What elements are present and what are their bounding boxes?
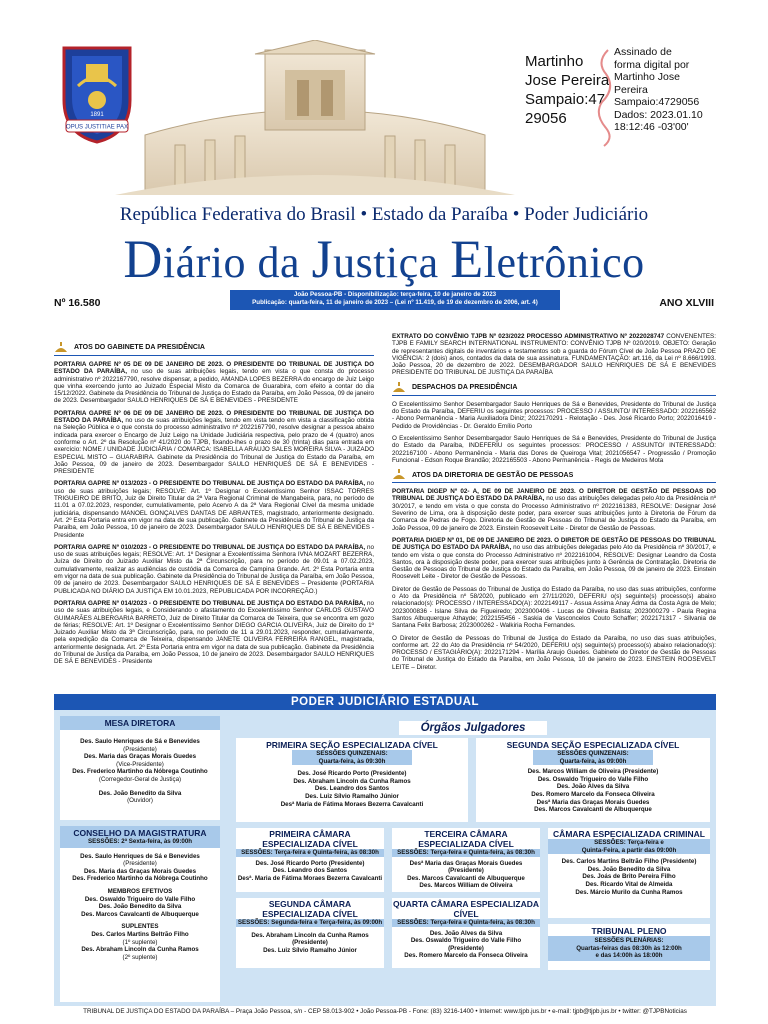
page-footer: TRIBUNAL DE JUSTIÇA DO ESTADO DA PARAÍBA – Praça João Pessoa, s/n - CEP 58.013-902 • João Pessoa-PB - Fone: (83) 3216-1400 • Internet: www.tjpb.jus.br • e-mail: tjpb@tjpb.jus.br • twitter: @TJPBNoticias — [83, 1008, 687, 1015]
paragraph-lead: EXTRATO DO CONVÊNIO TJPB Nº 023/2022 PROCESSO ADMINISTRATIVO Nº 2022028747 — [392, 333, 665, 340]
portaria-paragraph — [392, 488, 716, 532]
member-role: (Presidente) — [123, 745, 157, 753]
portaria-paragraph — [54, 480, 374, 538]
quarta-camara-box — [392, 898, 540, 968]
paragraph-text: no uso de suas atribuições legais; RESOLVE: Art. 1º Designar a Excelentíssima Senhora IVNA MOZART BEZERRA, Juíza de Direito do Juizado Auxiliar Misto da 2ª Circunscrição, para no período de 09.01 a 07.02.2023, cumulativamente, realizar as audiências de custódia da Comarca de Campina Grande. Art. 2º Esta Portaria entra em vigor na data de sua publicação. Gabinete da Presidência do Tribunal de Justiça da Paraíba, em João Pessoa, 09 de janeiro de 2023. Desembargador SAULO HENRIQUES DE SÁ E BENEVIDES – Presidente (PORTARIA PUBLICADA NO DIÁRIO DA JUSTIÇA EM 10.01.2023, REPUBLICADA POR INCORREÇÃO.) — [54, 543, 374, 595]
paragraph-lead: PORTARIA DIGEP Nº 02- A, DE 09 DE JANEIRO DE 2023. O DIRETOR DE GESTÃO DE PESSOAS DO TRIBUNAL DE JUSTIÇA DO ESTADO DA PARAÍBA, — [392, 488, 716, 503]
signature-line: forma digital por — [614, 58, 690, 71]
member-name: Desª Maria de Fátima Moraes Bezerra Cavalcanti — [280, 800, 424, 808]
orgaos-title: Órgãos Julgadores — [399, 721, 548, 735]
box-title: PRIMEIRA SEÇÃO ESPECIALIZADA CÍVEL — [266, 740, 438, 750]
member-name: Des. Marcos Cavalcanti de Albuquerque — [81, 910, 199, 918]
member-name: Des. Leandro dos Santos — [314, 785, 390, 793]
portaria-paragraph — [54, 600, 374, 666]
member-name: Des. João Benedito da Silva — [98, 903, 182, 911]
member-name: Des. Oswaldo Trigueiro do Valle Filho — [537, 775, 649, 783]
masthead — [0, 0, 768, 200]
paragraph-lead: PORTARIA GAPRE Nº 014/2023 - O PRESIDENTE DO TRIBUNAL DE JUSTIÇA DO ESTADO DA PARAÍBA, — [54, 599, 366, 607]
member-name: Des. Leandro dos Santos — [272, 867, 348, 875]
publisher-subtitle: República Federativa do Brasil • Estado da Paraíba • Poder Judiciário — [119, 204, 649, 225]
session-info: Quartas-feiras das 08:30h às 12:00h — [576, 944, 682, 952]
section-title: DESPACHOS DA PRESIDÊNCIA — [412, 384, 518, 392]
member-name: Desª Maria das Graças Morais Guedes — [536, 798, 650, 806]
right-column — [392, 333, 716, 676]
session-info: Quarta-feira, às 09:30h — [318, 757, 386, 765]
member-name: Des. José Ricardo Porto (Presidente) — [297, 770, 407, 778]
paragraph-text: no uso de suas atribuições legais, tendo em vista o que consta do processo administrativo nº 2022167790, resolve dispensar, a pedido, AMANDA LOPES BEZERRA do encargo de Juiz Leigo que vinha exercendo junto ao Juizado Especial Misto da Comarca de Guarabira, com efeito a contar do dia 15/12/2022. Gabinete da Presidência do Tribunal de Justiça do Estado da Paraíba, em João Pessoa, 09 de janeiro de 2023. Desembargador SAULO HENRIQUES DE SÁ E BENEVIDES - PRESIDENTE — [54, 368, 374, 405]
session-info: SESSÕES: Segunda-feira e Terça-feira, às 09:00h — [237, 919, 383, 926]
portaria-paragraph — [392, 537, 716, 581]
signature-line: Dados: 2023.01.10 — [614, 108, 703, 121]
session-label: SESSÕES PLENÁRIAS: — [594, 937, 664, 944]
member-role: (Presidente) — [292, 939, 328, 947]
session-label: SESSÕES: Terça-feira e — [594, 839, 664, 846]
member-name: Des. Carlos Martins Beltrão Filho (Presidente) — [561, 858, 697, 866]
paragraph-text: CONVENENTES: TJPB E FAMILY SEARCH INTERNATIONAL INSTRUMENTO: CONVÊNIO TJPB Nº 020/2019. OBJETO: Geração de representantes digitais de inventários e testamentos sob a guarda do Fórum Cível de João Pessoa PRAZO DE VIGÊNCIA: 2 (dois) anos, contados da data de sua assinatura. FUNDAMENTAÇÃO: art.116, da Lei nº 8.666/1993. João Pessoa, 20 de dezembro de 2022. DESEMBARGADOR SAULO HENRIQUES DE SÁ E BENEVIDES PRESIDENTE DO TRIBUNAL DE JUSTIÇA DA PARAÍBA — [392, 333, 716, 377]
member-name: Des. Saulo Henriques de Sá e Benevides — [80, 738, 200, 745]
member-name: Des. Oswaldo Trigueiro do Valle Filho — [410, 937, 522, 945]
subgroup-label: SUPLENTES — [121, 923, 159, 931]
member-name: Des. Carlos Martins Beltrão Filho — [91, 930, 189, 938]
signer-name-line: Martinho — [525, 53, 584, 70]
crest-year: 1891 — [90, 112, 104, 118]
paragraph-lead: PORTARIA DIGEP Nº 01, DE 09 DE JANEIRO DE 2023. O DIRETOR DE GESTÃO DE PESSOAS DO TRIBUNAL DE JUSTIÇA DO ESTADO DA PARAÍBA, — [392, 536, 716, 552]
member-name: Des. Romero Marcelo da Fonseca Oliveira — [404, 952, 528, 960]
convenio-extract — [392, 333, 716, 377]
publication-line: Publicação: quarta-feira, 11 de janeiro de 2023 – (Lei nº 11.419, de 19 de dezembro de 2006, art. 4) — [252, 299, 538, 306]
member-name: Des. Marcos Cavalcanti de Albuquerque — [534, 806, 652, 814]
despacho-paragraph: O Excelentíssimo Senhor Desembargador Saulo Henriques de Sá e Benevides, Presidente do Tribunal de Justiça do Estado da Paraíba, DEFERIU os seguintes processos: PROCESSO / ASSUNTO/ INTERESSADO: 2022165562 - Abono Permanência - Maria Auxiliadora Diniz; 2022170291 - Relotação - Des. José Ricardo Porto; 2022016419 - Pedido de Providências - Dr. Geraldo Emílio Porto — [392, 400, 716, 430]
member-name: Des. Ricardo Vital de Almeida — [585, 880, 673, 888]
member-role: (Ouvidor) — [127, 797, 153, 805]
portaria-paragraph — [392, 635, 716, 671]
member-name: Des. Joás de Brito Pereira Filho — [582, 873, 676, 881]
member-name: Des. Marcos Cavalcanti de Albuquerque — [407, 874, 525, 882]
paragraph-lead: PORTARIA GAPRE Nº 013/2023 - O PRESIDENTE DO TRIBUNAL DE JUSTIÇA DO ESTADO DA PARAÍBA, — [54, 480, 366, 488]
paragraph-text: O Diretor de Gestão de Pessoas do Tribunal de Justiça do Estado da Paraíba, no uso das suas atribuições, conforme art. 22 do Ato da Presidência nº 54/2020, DEFERIU o(s) seguinte(s) processo(s) abaixo relacionado(s): PROCESSO / ESTAGIÁRIO(A): 2022171294 - Marília Araujo Guedes. Gabinete do Diretor de Gestão de Pessoas do Tribunal de Justiça do Estado da Paraíba, em João Pessoa, 10 de janeiro de 2023. EINSTEIN ROOSEVELT LEITE – Diretor. — [392, 634, 716, 671]
paragraph-text: no uso das atribuições delegadas pelo Ato da Presidência nº 30/2017, e tendo em vista o que consta do Processo Administrativo nº 2022161383, RESOLVE: Designar José Severino de Lima, ora à disposição deste poder, para exercer suas atribuições junto à Diretoria de Fórum da Comarca de Pedras de Fogo. Diretoria de Gestão de Pessoas do Tribunal de Justiça do Estado da Paraíba, em João Pessoa, 09 de janeiro de 2023. Einstein Roosevelt Leite - Diretor de Gestão de Pessoas. — [392, 495, 716, 532]
journal-title — [0, 228, 768, 290]
member-name: Des. José Ricardo Porto (Presidente) — [255, 859, 365, 867]
member-name: Des. Abraham Lincoln da Cunha Ramos — [293, 777, 411, 785]
panel-title: PODER JUDICIÁRIO ESTADUAL — [54, 694, 716, 710]
member-name: Des. João Benedito da Silva — [98, 789, 182, 797]
member-name: Des. João Alves da Silva — [429, 929, 503, 937]
session-info: e das 14:00h às 18:00h — [595, 952, 663, 960]
signer-name-line: 29056 — [525, 110, 567, 127]
paragraph-text: no uso de suas atribuições legais, tendo em vista tendo em vista a classificação obtida na Seleção Pública e o que consta do processo administrativo nº 2022167790, resolve designar a pessoa abaixo indicada para exercer o Encargo de Juiz Leigo na Unidade Judiciária respectiva, pelo prazo de 4 (quatro) anos conforme o Art. 2º da Resolução nº 41/2020 do TJPB, fixando-lhes o prazo de 30 (trinta) dias para entrada em exercício: NOME / UNIDADE JUDICIÁRIA / COMARCA: ISABELLA ARAUJO SALES MOREIRA SILVA - JUIZADO ESPECIAL MISTO – GUARABIRA. Gabinete da Presidência do Tribunal de Justiça do Estado da Paraíba, em João Pessoa, 09 de janeiro de 2023. Desembargador SAULO HENRIQUES DE SÁ E BENEVIDES - PRESIDENTE — [54, 417, 374, 476]
section-header-despachos — [392, 382, 716, 396]
volume-year: ANO XLVIII — [659, 297, 714, 309]
box-title: QUARTA CÂMARA ESPECIALIZADA CÍVEL — [392, 899, 540, 919]
lamp-icon — [392, 382, 406, 394]
paragraph-text: no uso de suas atribuições legais; RESOLVE: Art. 1º Designar o Excelentíssimo Senhor ISSAC TORRES TRIGUEIRO DE BRITO, Juiz de Direito Titular da 2ª Vara Regional Criminal de Mangabeira, para, no período de 11.01 a 07.02.2023, responder, cumulativamente, pelo Acervo A da 2ª Vara Regional Cível da mesma unidade judiciária, dispensando MANOEL GONÇALVES DANTAS DE ABRANTES, magistrado, anteriormente designado. Art. 2º Esta Portaria entra em vigor na data de sua publicação. Gabinete da Presidência do Tribunal de Justiça da Paraíba, em João Pessoa, 10 de janeiro de 2023. Desembargador SAULO HENRIQUES DE SÁ E BENEVIDES - Presidente — [54, 480, 374, 539]
signer-name-line: Jose Pereira — [525, 72, 610, 89]
box-title: CÂMARA ESPECIALIZADA CRIMINAL — [553, 829, 705, 839]
session-info: Quinta-Feira, a partir das 09:00h — [581, 846, 677, 854]
box-title: SEGUNDA CÂMARA ESPECIALIZADA CÍVEL — [262, 899, 358, 919]
member-name: Des. Márcio Murilo da Cunha Ramos — [575, 888, 683, 896]
portaria-paragraph — [392, 586, 716, 630]
lamp-icon — [392, 469, 406, 481]
paragraph-lead: PORTARIA GAPRE Nº 05 DE 09 DE JANEIRO DE 2023. O PRESIDENTE DO TRIBUNAL DE JUSTIÇA DO ESTADO DA PARAÍBA, — [54, 361, 374, 376]
paragraph-text: Diretor de Gestão de Pessoas do Tribunal de Justiça do Estado da Paraíba, no uso das suas atribuições, conforme o Ato da Presidência nº 58/2020, publicado em 27/11/2020, DEFERIU o(s) seguinte(s) processo(s) abaixo relacionado(s): PROCESSO / INTERESSADO(A): 2022149117 - Assua Assima Anay Adma da Costa Agra de Melo; 2023000836 - Islane Silva de Figueiredo; 2023000406 - Lucas de Oliveira Batista; 2023000279 - Paula Regina Santos Albuquerque Athayde; 2022155456 - Saskia de Vasconcelos Couto Schaffer; 2022171317 - Silvania de Santana Felix Barbosa; 2023000262 - Walkiria Rocha Fernandes. — [392, 585, 716, 630]
publication-line: João Pessoa-PB - Disponibilização: terça-feira, 10 de janeiro de 2023 — [293, 291, 497, 298]
primeira-secao-box — [236, 738, 468, 822]
orgaos-heading — [236, 718, 710, 732]
signature-line: Pereira — [614, 83, 648, 96]
member-name: Desª Maria das Graças Morais Guedes (Presidente) — [409, 859, 523, 875]
title-initial: E — [450, 229, 484, 289]
box-title: TERCEIRA CÂMARA ESPECIALIZADA CÍVEL — [418, 829, 514, 849]
member-name: Des. João Benedito da Silva — [587, 865, 671, 873]
session-info: SESSÕES: Terça-feira e Quinta-feira, às 08:30h — [397, 919, 535, 926]
member-role: (1º suplente) — [122, 938, 158, 946]
portaria-paragraph — [54, 544, 374, 595]
session-label: SESSÕES QUINZENAIS: — [316, 750, 388, 757]
paragraph-lead: PORTARIA GAPRE Nº 010/2023 - O PRESIDENTE DO TRIBUNAL DE JUSTIÇA DO ESTADO DA PARAÍBA, — [54, 543, 366, 551]
mesa-diretora-box — [60, 716, 220, 820]
member-name: Des. Marcos William de Oliveira — [419, 882, 513, 890]
member-name: Des. Maria das Graças Morais Guedes — [83, 753, 197, 761]
signature-line: 18:12:46 -03'00' — [614, 121, 689, 133]
member-name: Des. Marcos William de Oliveira (Presidente) — [527, 768, 659, 776]
primeira-camara-box — [236, 828, 384, 892]
title-initial: J — [311, 229, 334, 289]
session-info: SESSÕES: Terça-feira e Quinta-feira, às 08:30h — [397, 849, 535, 856]
session-info: SESSÕES: Terça-feira e Quinta-feira, às 08:30h — [241, 849, 379, 856]
member-name: Des. João Alves da Silva — [556, 783, 630, 791]
camara-criminal-box — [548, 828, 710, 918]
conselho-magistratura-box — [60, 826, 220, 1002]
title-word: letrônico — [483, 238, 645, 287]
issue-number: Nº 16.580 — [54, 297, 101, 309]
section-header-gabinete — [54, 342, 374, 356]
member-name: Des. Luiz Sílvio Ramalho Júnior — [263, 946, 357, 954]
judiciary-roster-panel — [54, 694, 716, 1006]
member-name: Des. Abraham Lincoln da Cunha Ramos — [251, 931, 369, 939]
publication-dates-bar — [230, 290, 560, 310]
session-info: Quarta-feira, às 09:00h — [559, 757, 627, 765]
section-header-gestao-pessoas — [392, 469, 716, 483]
lamp-icon — [54, 342, 68, 354]
paragraph-text: no uso das atribuições delegadas pelo Ato da Presidência nº 30/2017, e tendo em vista o que consta do Processo Administrativo nº 2022161004, RESOLVE: Designar Leandro da Costa Santos, ora à disposição deste poder, para exercer suas atribuições junto à Gerência de Contratação. Diretoria de Gestão de Pessoas do Tribunal de Justiça do Estado da Paraíba, em João Pessoa, 09 de janeiro de 2023. Einstein Roosevelt Leite - Diretor de Gestão de Pessoas. — [392, 544, 717, 581]
box-title: MESA DIRETORA — [60, 716, 220, 730]
member-name: Des. Saulo Henriques de Sá e Benevides — [80, 852, 200, 860]
segunda-secao-box — [476, 738, 710, 822]
section-title: ATOS DA DIRETORIA DE GESTÃO DE PESSOAS — [412, 471, 574, 479]
title-initial: D — [123, 229, 163, 289]
crest-motto: OPUS JUSTITIAE PAX — [66, 124, 128, 131]
signature-line: Martinho Jose — [614, 71, 680, 83]
signer-name-line: Sampaio:47 — [525, 91, 606, 108]
despacho-paragraph: O Excelentíssimo Senhor Desembargador Saulo Henriques de Sá e Benevides, Presidente do Tribunal de Justiça do Estado da Paraíba, INDEFERIU os seguintes processos: PROCESSO / ASSUNTO/ INTERESSADO: 2022167100 - Abono Permanência - Maria das Dores de Queiroga Vital; 2021056547 - Progressão / Promoção Funcional - Edson Roque Brandão; 2022165503 - Abono Permanência - Regis de Medeiros Mota — [392, 434, 716, 464]
digital-signature-info — [614, 46, 754, 134]
left-column — [54, 340, 374, 671]
member-role: (Corregedor-Geral de Justiça) — [98, 775, 182, 783]
member-role: (Presidente) — [448, 944, 484, 952]
member-name: Des. Romero Marcelo da Fonseca Oliveira — [531, 790, 655, 798]
box-title: PRIMEIRA CÂMARA ESPECIALIZADA CÍVEL — [262, 829, 358, 849]
box-title: TRIBUNAL PLENO — [591, 926, 667, 936]
paragraph-text: no uso de suas atribuições legais, e Considerando o afastamento do Excelentíssimo Senhor CARLOS GUSTAVO GUIMARÃES ALBERGARIA BARRETO, Juiz de Direito Titular da Comarca de Teixeira, que se encontra em gozo de férias; RESOLVE: Art. 1º Designar o Excelentíssimo Senhor DIEGO GARCIA OLIVEIRA, Juiz de Direito do 1º Juizado Auxiliar Misto da 3ª Circunscrição, para, no período de 11 a 29.01.2023, responder, cumulativamente, pela expedição da Comarca de Teixeira, dispensando JANETE OLIVEIRA FERREIRA RANGEL, magistrada, anteriormente designada. Art. 2º Esta Portaria entra em vigor na data de sua publicação. Gabinete da Presidência do Tribunal de Justiça da Paraíba, em João Pessoa, 10 de janeiro de 2023. Desembargador SAULO HENRIQUES DE SÁ E BENEVIDES - Presidente — [54, 599, 374, 666]
box-title: CONSELHO DA MAGISTRATURA — [73, 828, 207, 838]
member-name: Des. Frederico Martinho da Nóbrega Coutinho — [72, 768, 208, 776]
session-info: SESSÕES: 2ª Sexta-feira, às 09:00h — [87, 838, 193, 845]
section-title: ATOS DO GABINETE DA PRESIDÊNCIA — [74, 344, 205, 352]
signature-line: Sampaio:4729056 — [614, 96, 700, 108]
member-name: Desª. Maria de Fátima Moraes Bezerra Cavalcanti — [237, 874, 383, 882]
tribunal-pleno-box — [548, 924, 710, 970]
member-role: (Presidente) — [123, 860, 157, 868]
member-role: (Vice-Presidente) — [116, 760, 164, 768]
title-word: ustiça — [333, 238, 451, 287]
member-name: Des. Oswaldo Trigueiro do Valle Filho — [84, 895, 196, 903]
member-role: (2º suplente) — [122, 953, 158, 961]
courthouse-building-icon — [115, 40, 515, 195]
title-word: iário da — [162, 238, 312, 287]
box-title: SEGUNDA SEÇÃO ESPECIALIZADA CÍVEL — [506, 740, 680, 750]
session-label: SESSÕES QUINZENAIS: — [557, 750, 629, 757]
member-name: Des. Luiz Sílvio Ramalho Júnior — [305, 792, 399, 800]
member-name: Des. Frederico Martinho da Nóbrega Coutinho — [72, 875, 208, 883]
segunda-camara-box — [236, 898, 384, 968]
paragraph-lead: PORTARIA GAPRE Nº 06 DE 09 DE JANEIRO DE 2023. O PRESIDENTE DO TRIBUNAL DE JUSTIÇA DO ESTADO DA PARAÍBA, — [54, 409, 374, 425]
subgroup-label: MEMBROS EFETIVOS — [107, 887, 173, 895]
terceira-camara-box — [392, 828, 540, 892]
member-name: Des. Maria das Graças Morais Guedes — [83, 867, 197, 875]
member-name: Des. Abraham Lincoln da Cunha Ramos — [81, 946, 199, 954]
portaria-paragraph — [54, 410, 374, 476]
signature-line: Assinado de — [614, 46, 672, 58]
portaria-paragraph — [54, 361, 374, 405]
